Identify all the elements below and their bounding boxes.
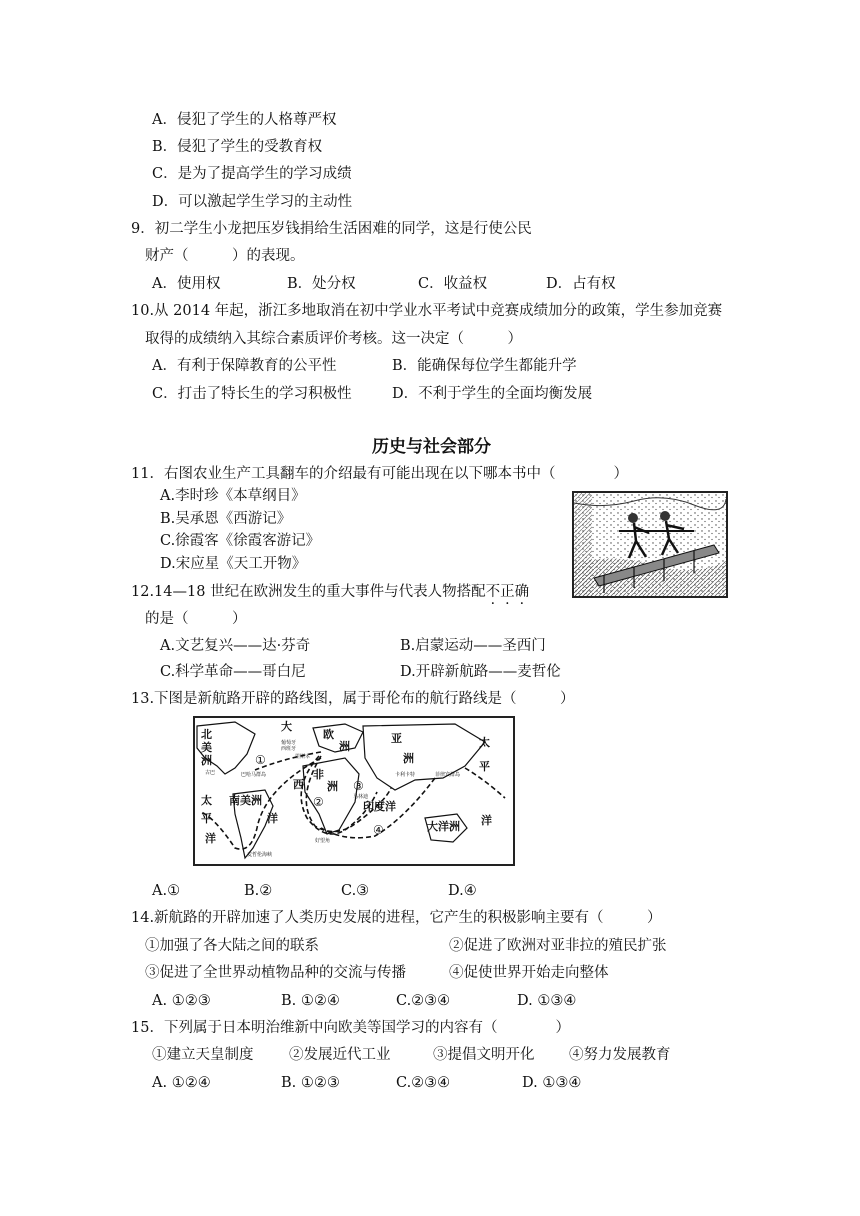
map-label-pacific: 太 [479,736,490,749]
q12-option-c: C.科学革命——哥白尼 [160,664,306,680]
q8-option-c: C．是为了提高学生的学习成绩 [152,166,352,182]
new-route-map [193,716,515,866]
q14-item: ②促进了欧洲对亚非拉的殖民扩张 [449,938,667,954]
map-label-ocean: 洋 [267,812,278,825]
map-label-europe: 欧 [323,728,334,741]
map-label-north-america: 北 [201,728,212,741]
map-label-north-america: 洲 [201,754,212,767]
q15-option-d: D. ①③④ [522,1075,582,1091]
map-label-asia: 亚 [391,732,402,745]
q10-option-b: B．能确保每位学生都能升学 [392,358,577,374]
q11-option-b: B.吴承恩《西游记》 [160,511,292,527]
q13-option-c: C.③ [341,883,370,899]
map-label-pacific: 太 [201,794,212,807]
map-label-asia: 洲 [403,752,414,765]
map-label-oceania: 大洋洲 [427,820,460,833]
q15-item: ②发展近代工业 [289,1047,391,1063]
q15-item: ①建立天皇制度 [152,1047,254,1063]
map-label-pacific: 平 [479,760,490,773]
q14-option-a: A. ①②③ [152,993,211,1009]
map-label-malindi: 马林迪 [353,794,369,800]
map-label-lisbon: 里斯本 [295,754,311,760]
q11-option-d: D.宋应星《天工开物》 [160,556,307,572]
q12-stem-line2: 的是（ ） [145,611,247,627]
fanche-illustration [572,491,728,598]
map-label-north-america: 美 [201,741,212,754]
q9-option-a: A．使用权 [152,276,221,292]
q14-item: ③促进了全世界动植物品种的交流与传播 [145,965,406,981]
section-title: 历史与社会部分 [372,437,491,457]
map-label-pacific: 洋 [481,814,492,827]
q11-option-a: A.李时珍《本草纲目》 [160,488,306,504]
q15-option-c: C.②③④ [396,1075,451,1091]
q11-stem: 11．右图农业生产工具翻车的介绍最有可能出现在以下哪本书中（ ） [131,466,628,482]
q14-option-d: D. ①③④ [517,993,577,1009]
map-label-indian-ocean: 印度洋 [363,800,396,813]
q14-item: ①加强了各大陆之间的联系 [145,938,319,954]
q8-option-d: D．可以激起学生学习的主动性 [152,194,353,210]
q8-option-b: B．侵犯了学生的受教育权 [152,139,323,155]
q9-option-d: D．占有权 [546,276,616,292]
q12-option-d: D.开辟新航路——麦哲伦 [400,664,561,680]
fanche-woodcut-image [574,493,726,596]
q14-option-c: C.②③④ [396,993,451,1009]
q15-item: ③提倡文明开化 [433,1047,535,1063]
q11-option-c: C.徐霞客《徐霞客游记》 [160,533,321,549]
q12-emphasis-char: 确 [514,584,530,600]
route-number: ③ [353,779,364,793]
q9-option-b: B．处分权 [287,276,356,292]
q14-stem: 14.新航路的开辟加速了人类历史发展的进程，它产生的积极影响主要有（ ） [131,910,662,926]
map-label-spain: 西班牙 [281,746,297,752]
q13-stem: 13.下图是新航路开辟的路线图，属于哥伦布的航行路线是（ ） [131,691,575,707]
map-label-atlantic: 大 [281,720,292,733]
q15-option-a: A. ①②④ [152,1075,211,1091]
q13-option-a: A.① [152,883,181,899]
q10-stem-line1: 10.从 2014 年起，浙江多地取消在初中学业水平考试中竞赛成绩加分的政策，学生参加竞赛 [131,303,723,319]
q12-emphasis-char: 不 [485,584,501,600]
q15-option-b: B. ①②③ [281,1075,340,1091]
map-label-atlantic: 西 [293,778,304,791]
map-label-africa: 非 [313,768,324,781]
q8-option-a: A．侵犯了学生的人格尊严权 [152,112,337,128]
map-label-calicut: 卡利卡特 [395,772,416,778]
q10-option-d: D．不利于学生的全面均衡发展 [392,386,593,402]
q9-stem-line1: 9．初二学生小龙把压岁钱捐给生活困难的同学，这是行使公民 [131,221,532,237]
q12-option-b: B.启蒙运动——圣西门 [400,638,546,654]
route-number: ② [313,795,324,809]
map-label-magellan-strait: 麦哲伦海峡 [247,852,273,858]
route-number: ④ [373,823,384,837]
map-label-cuba: 古巴 [205,770,216,776]
map-label-portugal: 葡萄牙 [281,740,297,746]
q9-option-c: C．收益权 [418,276,488,292]
map-label-africa: 洲 [327,780,338,793]
q10-option-a: A．有利于保障教育的公平性 [152,358,337,374]
map-label-pacific: 洋 [205,832,216,845]
q15-stem: 15．下列属于日本明治维新中向欧美等国学习的内容有（ ） [131,1020,570,1036]
q15-item: ④努力发展教育 [569,1047,671,1063]
q12-stem-line1 [131,582,529,602]
q9-stem-line2: 财产（ ）的表现。 [145,248,305,264]
map-label-bahamas: 巴哈马群岛 [241,772,267,778]
q12-emphasis-char: 正 [500,584,515,600]
q14-option-b: B. ①②④ [281,993,340,1009]
q13-option-d: D.④ [448,883,477,899]
map-label-cape: 好望角 [315,838,331,844]
q14-item: ④促使世界开始走向整体 [449,965,609,981]
q10-option-c: C．打击了特长生的学习积极性 [152,386,352,402]
route-map-svg [195,718,513,864]
map-label-philippines: 菲律宾群岛 [435,772,461,778]
map-label-south-america: 南美洲 [229,794,262,807]
q12-stem-text: 12.14—18 世纪在欧洲发生的重大事件与代表人物搭配 [131,584,486,600]
q10-stem-line2: 取得的成绩纳入其综合素质评价考核。这一决定（ ） [145,331,522,347]
map-label-pacific: 平 [201,812,212,825]
map-label-europe: 洲 [339,740,350,753]
q12-option-a: A.文艺复兴——达·芬奇 [160,638,311,654]
route-number: ① [255,753,266,767]
q13-option-b: B.② [244,883,273,899]
